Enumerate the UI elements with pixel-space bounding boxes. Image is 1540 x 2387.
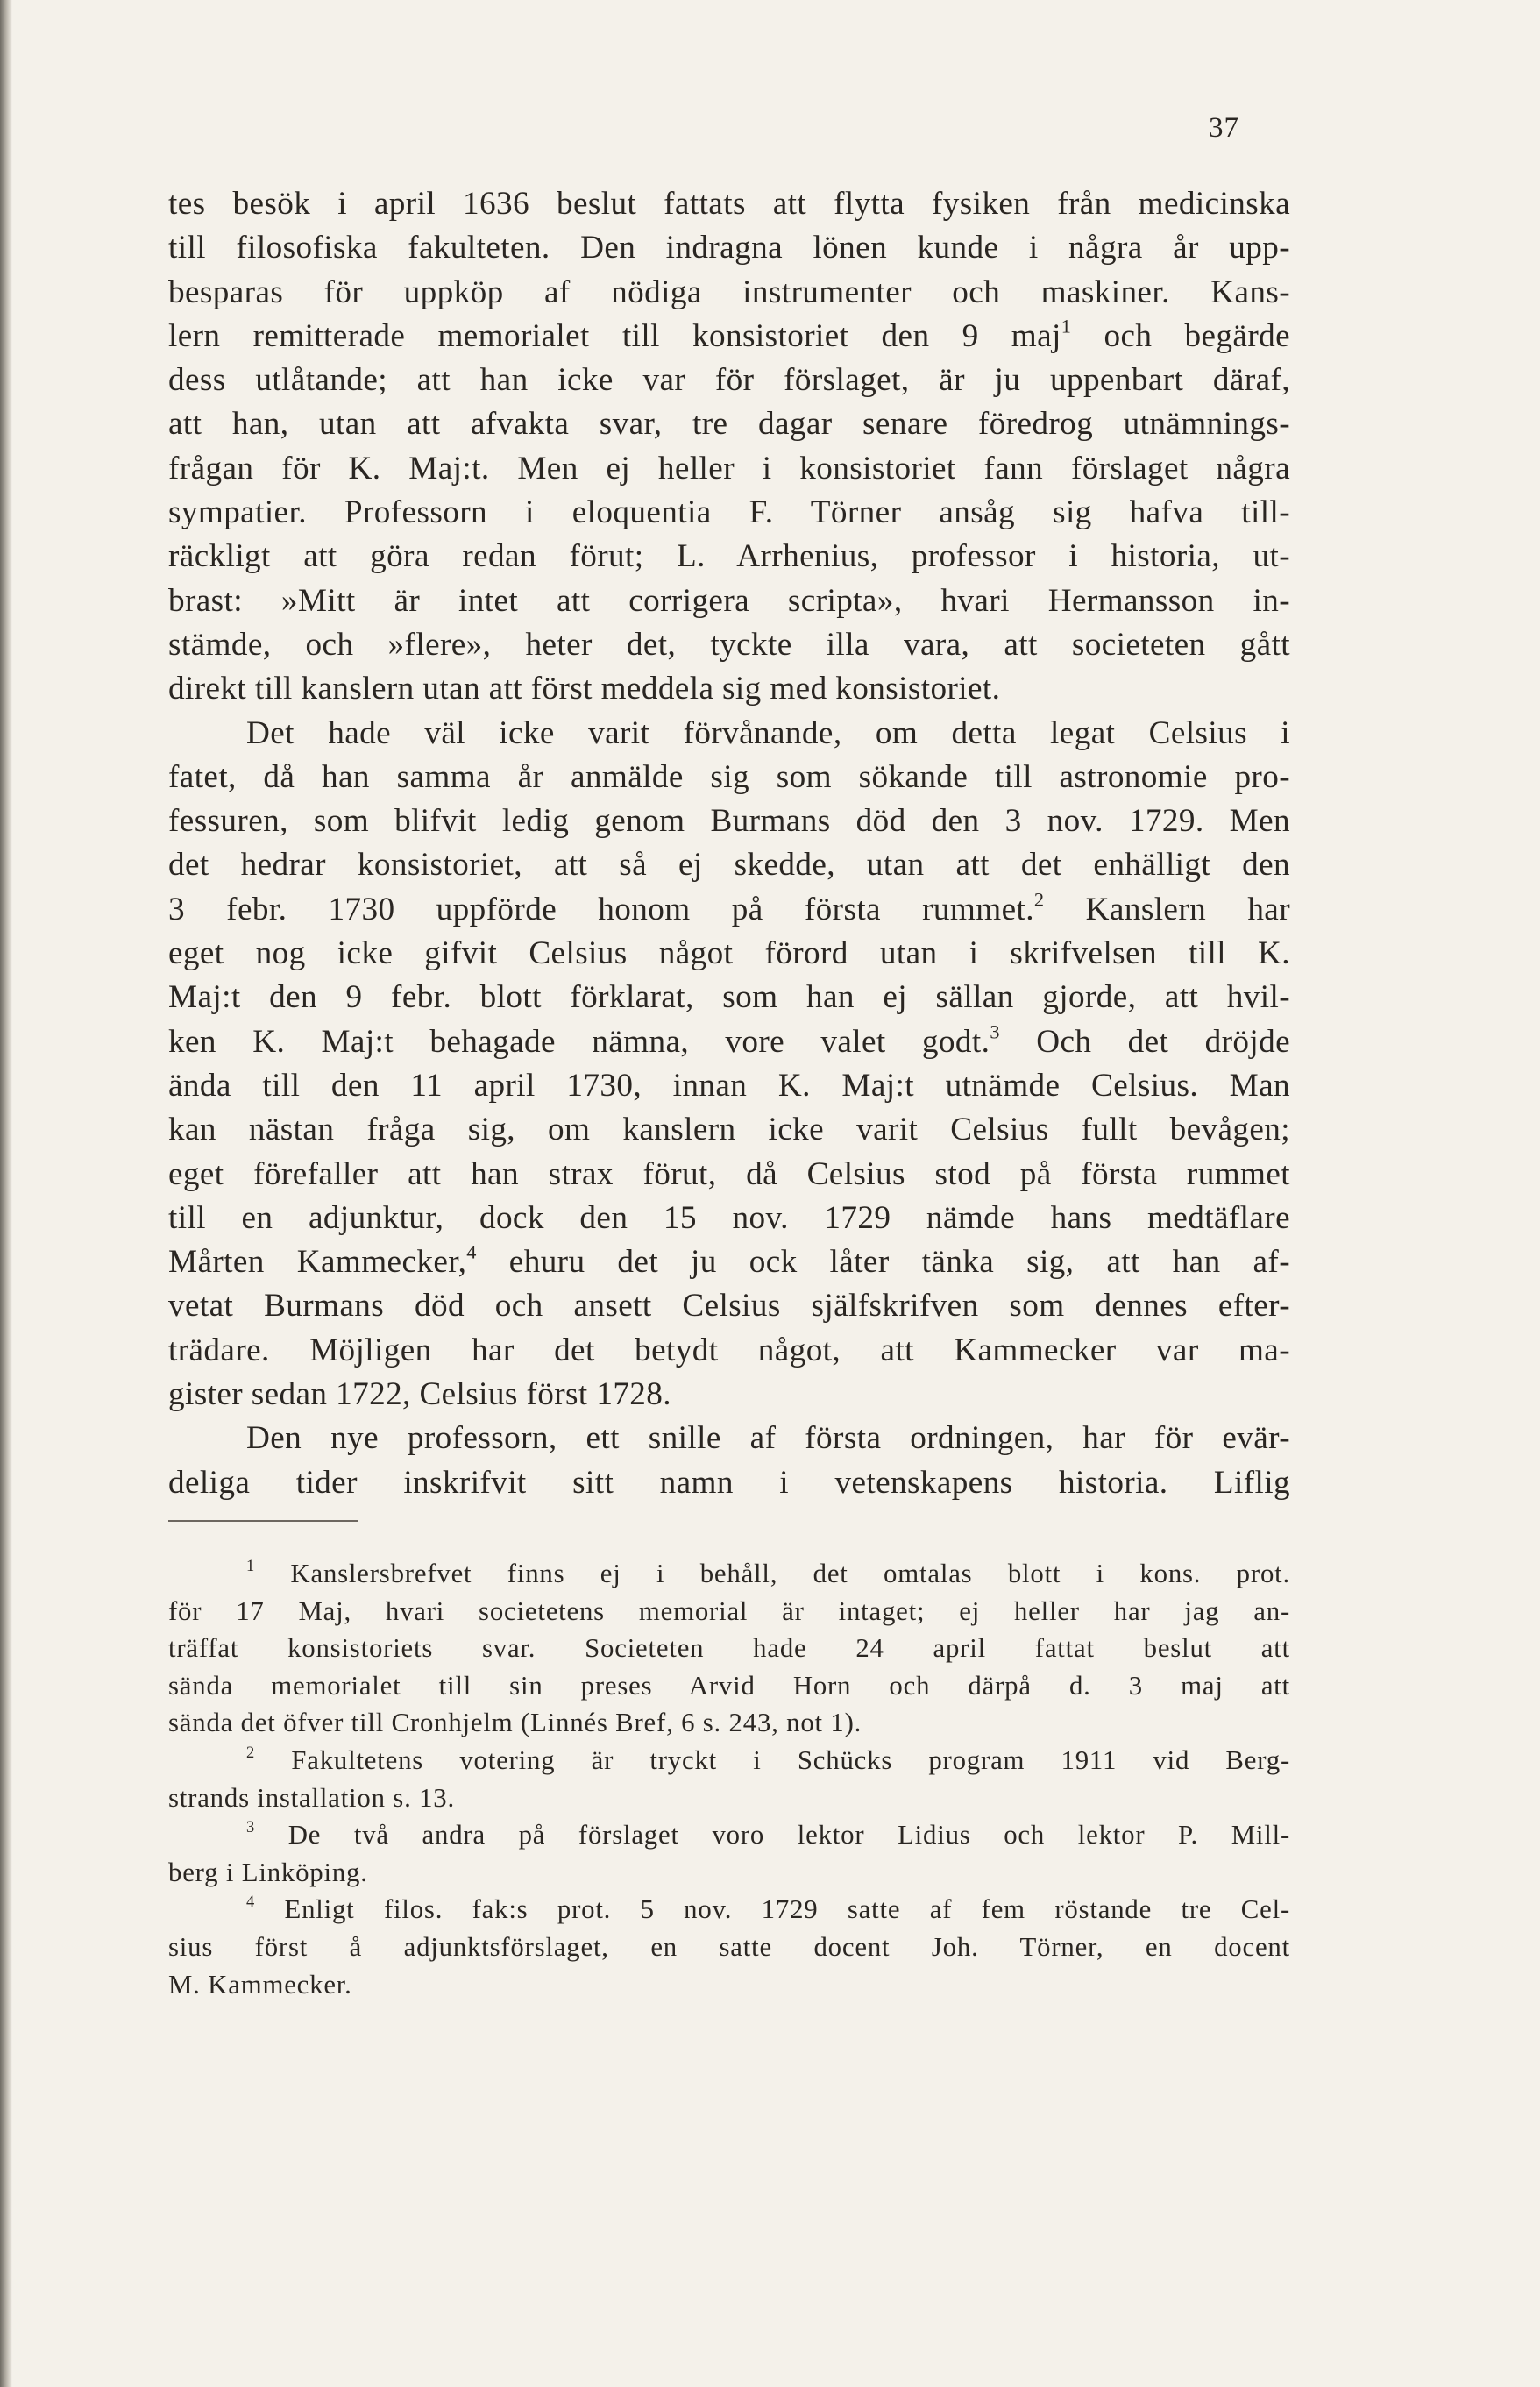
footnote-number: 2 bbox=[246, 1744, 256, 1762]
page-number: 37 bbox=[1209, 112, 1239, 144]
text-segment: och begärde bbox=[1071, 317, 1290, 354]
footnote-line bbox=[168, 1555, 1290, 1593]
text-segment: Och det dröjde bbox=[999, 1023, 1290, 1060]
text-segment: ehuru det ju ock låter tänka sig, att han af- bbox=[476, 1244, 1290, 1281]
body-text bbox=[168, 182, 1290, 1505]
text-line: vetat Burmans död och ansett Celsius själfskrifven som dennes efter- bbox=[168, 1288, 1290, 1325]
text-line: deliga tider inskrifvit sitt namn i vetenskapens historia. Liflig bbox=[168, 1464, 1290, 1501]
footnote-number: 3 bbox=[246, 1818, 256, 1836]
footnote-line: sius först å adjunktsförslaget, en satte docent Joh. Törner, en docent bbox=[168, 1931, 1290, 1962]
footnote-line bbox=[168, 1816, 1290, 1854]
footnote-line: berg i Linköping. bbox=[168, 1857, 368, 1887]
footnote-ref: 2 bbox=[1033, 888, 1045, 911]
footnote-line bbox=[168, 1742, 1290, 1780]
footnote-ref: 1 bbox=[1061, 315, 1072, 337]
footnote-line: träffat konsistoriets svar. Societeten hade 24 april fattat beslut att bbox=[168, 1633, 1290, 1664]
text-line: trädare. Möjligen har det betydt något, att Kammecker var ma- bbox=[168, 1332, 1290, 1368]
footnote-number: 4 bbox=[246, 1893, 256, 1911]
text-segment: Fakultetens votering är tryckt i Schücks program 1911 vid Berg- bbox=[255, 1744, 1290, 1775]
footnote-ref: 3 bbox=[990, 1020, 1000, 1043]
text-line: eget nog icke gifvit Celsius något förord utan i skrifvelsen till K. bbox=[168, 935, 1290, 972]
text-line: eget förefaller att han strax förut, då Celsius stod på första rummet bbox=[168, 1155, 1290, 1192]
text-line: frågan för K. Maj:t. Men ej heller i konsistoriet fann förslaget några bbox=[168, 450, 1290, 487]
text-line: gister sedan 1722, Celsius först 1728. bbox=[168, 1376, 671, 1413]
text-segment: De två andra på förslaget voro lektor Lidius och lektor P. Mill- bbox=[255, 1820, 1290, 1851]
text-line: ända till den 11 april 1730, innan K. Maj:t utnämde Celsius. Man bbox=[168, 1067, 1290, 1104]
text-line: fatet, då han samma år anmälde sig som sökande till astronomie pro- bbox=[168, 758, 1290, 795]
text-line: stämde, och »flere», heter det, tyckte illa vara, att societeten gått bbox=[168, 626, 1290, 663]
text-line: Maj:t den 9 febr. blott förklarat, som han ej sällan gjorde, att hvil- bbox=[168, 979, 1290, 1016]
footnote-line bbox=[168, 1891, 1290, 1929]
text-line: brast: »Mitt är intet att corrigera scripta», hvari Hermansson in- bbox=[168, 582, 1290, 619]
page-edge-shadow bbox=[0, 0, 12, 2387]
text-line: Det hade väl icke varit förvånande, om detta legat Celsius i bbox=[246, 714, 1290, 751]
text-segment: ken K. Maj:t behagade nämna, vore valet godt. bbox=[168, 1023, 990, 1060]
footnote-ref: 4 bbox=[466, 1240, 477, 1263]
text-line: det hedrar konsistoriet, att så ej skedde, utan att det enhälligt den bbox=[168, 847, 1290, 884]
text-segment: Kanslersbrefvet finns ej i behåll, det omtalas blott i kons. prot. bbox=[255, 1559, 1290, 1588]
footnote-divider bbox=[168, 1520, 358, 1522]
footnote-number: 1 bbox=[246, 1557, 256, 1575]
text-line: kan nästan fråga sig, om kanslern icke varit Celsius fullt bevågen; bbox=[168, 1112, 1290, 1148]
text-line bbox=[168, 315, 1290, 359]
text-line bbox=[168, 888, 1290, 932]
text-line: besparas för uppköp af nödiga instrumenter och maskiner. Kans- bbox=[168, 274, 1290, 310]
text-line: dess utlåtande; att han icke var för förslaget, är ju uppenbart däraf, bbox=[168, 362, 1290, 399]
text-line: räckligt att göra redan förut; L. Arrhenius, professor i historia, ut- bbox=[168, 538, 1290, 575]
footnote-line: M. Kammecker. bbox=[168, 1969, 352, 2000]
text-line: att han, utan att afvakta svar, tre dagar senare föredrog utnämnings- bbox=[168, 406, 1290, 443]
text-line: till en adjunktur, dock den 15 nov. 1729 nämde hans medtäflare bbox=[168, 1199, 1290, 1236]
footnote-line: strands installation s. 13. bbox=[168, 1782, 455, 1813]
text-line: fessuren, som blifvit ledig genom Burmans död den 3 nov. 1729. Men bbox=[168, 803, 1290, 840]
text-segment: Enligt filos. fak:s prot. 5 nov. 1729 satte af fem röstande tre Cel- bbox=[255, 1894, 1290, 1925]
text-segment: Kanslern har bbox=[1044, 891, 1290, 927]
text-line bbox=[168, 1240, 1290, 1284]
text-segment: Mårten Kammecker, bbox=[168, 1244, 467, 1281]
text-segment: lern remitterade memorialet till konsistoriet den 9 maj bbox=[168, 317, 1061, 354]
text-line: till filosofiska fakulteten. Den indragna lönen kunde i några år upp- bbox=[168, 230, 1290, 266]
text-segment: 3 febr. 1730 uppförde honom på första rummet. bbox=[168, 891, 1034, 927]
footnote-line: sända det öfver till Cronhjelm (Linnés Bref, 6 s. 243, not 1). bbox=[168, 1708, 862, 1738]
footnote-line: för 17 Maj, hvari societetens memorial är intaget; ej heller har jag an- bbox=[168, 1595, 1290, 1626]
footnotes bbox=[168, 1555, 1290, 2003]
text-line: Den nye professorn, ett snille af första ordningen, har för evär- bbox=[246, 1420, 1290, 1457]
text-line: sympatier. Professorn i eloquentia F. Törner ansåg sig hafva till- bbox=[168, 494, 1290, 531]
text-line bbox=[168, 1020, 1290, 1064]
text-line: direkt till kanslern utan att först meddela sig med konsistoriet. bbox=[168, 671, 1001, 707]
text-line: tes besök i april 1636 beslut fattats att flytta fysiken från medicinska bbox=[168, 186, 1290, 222]
footnote-line: sända memorialet till sin preses Arvid Horn och därpå d. 3 maj att bbox=[168, 1670, 1290, 1701]
